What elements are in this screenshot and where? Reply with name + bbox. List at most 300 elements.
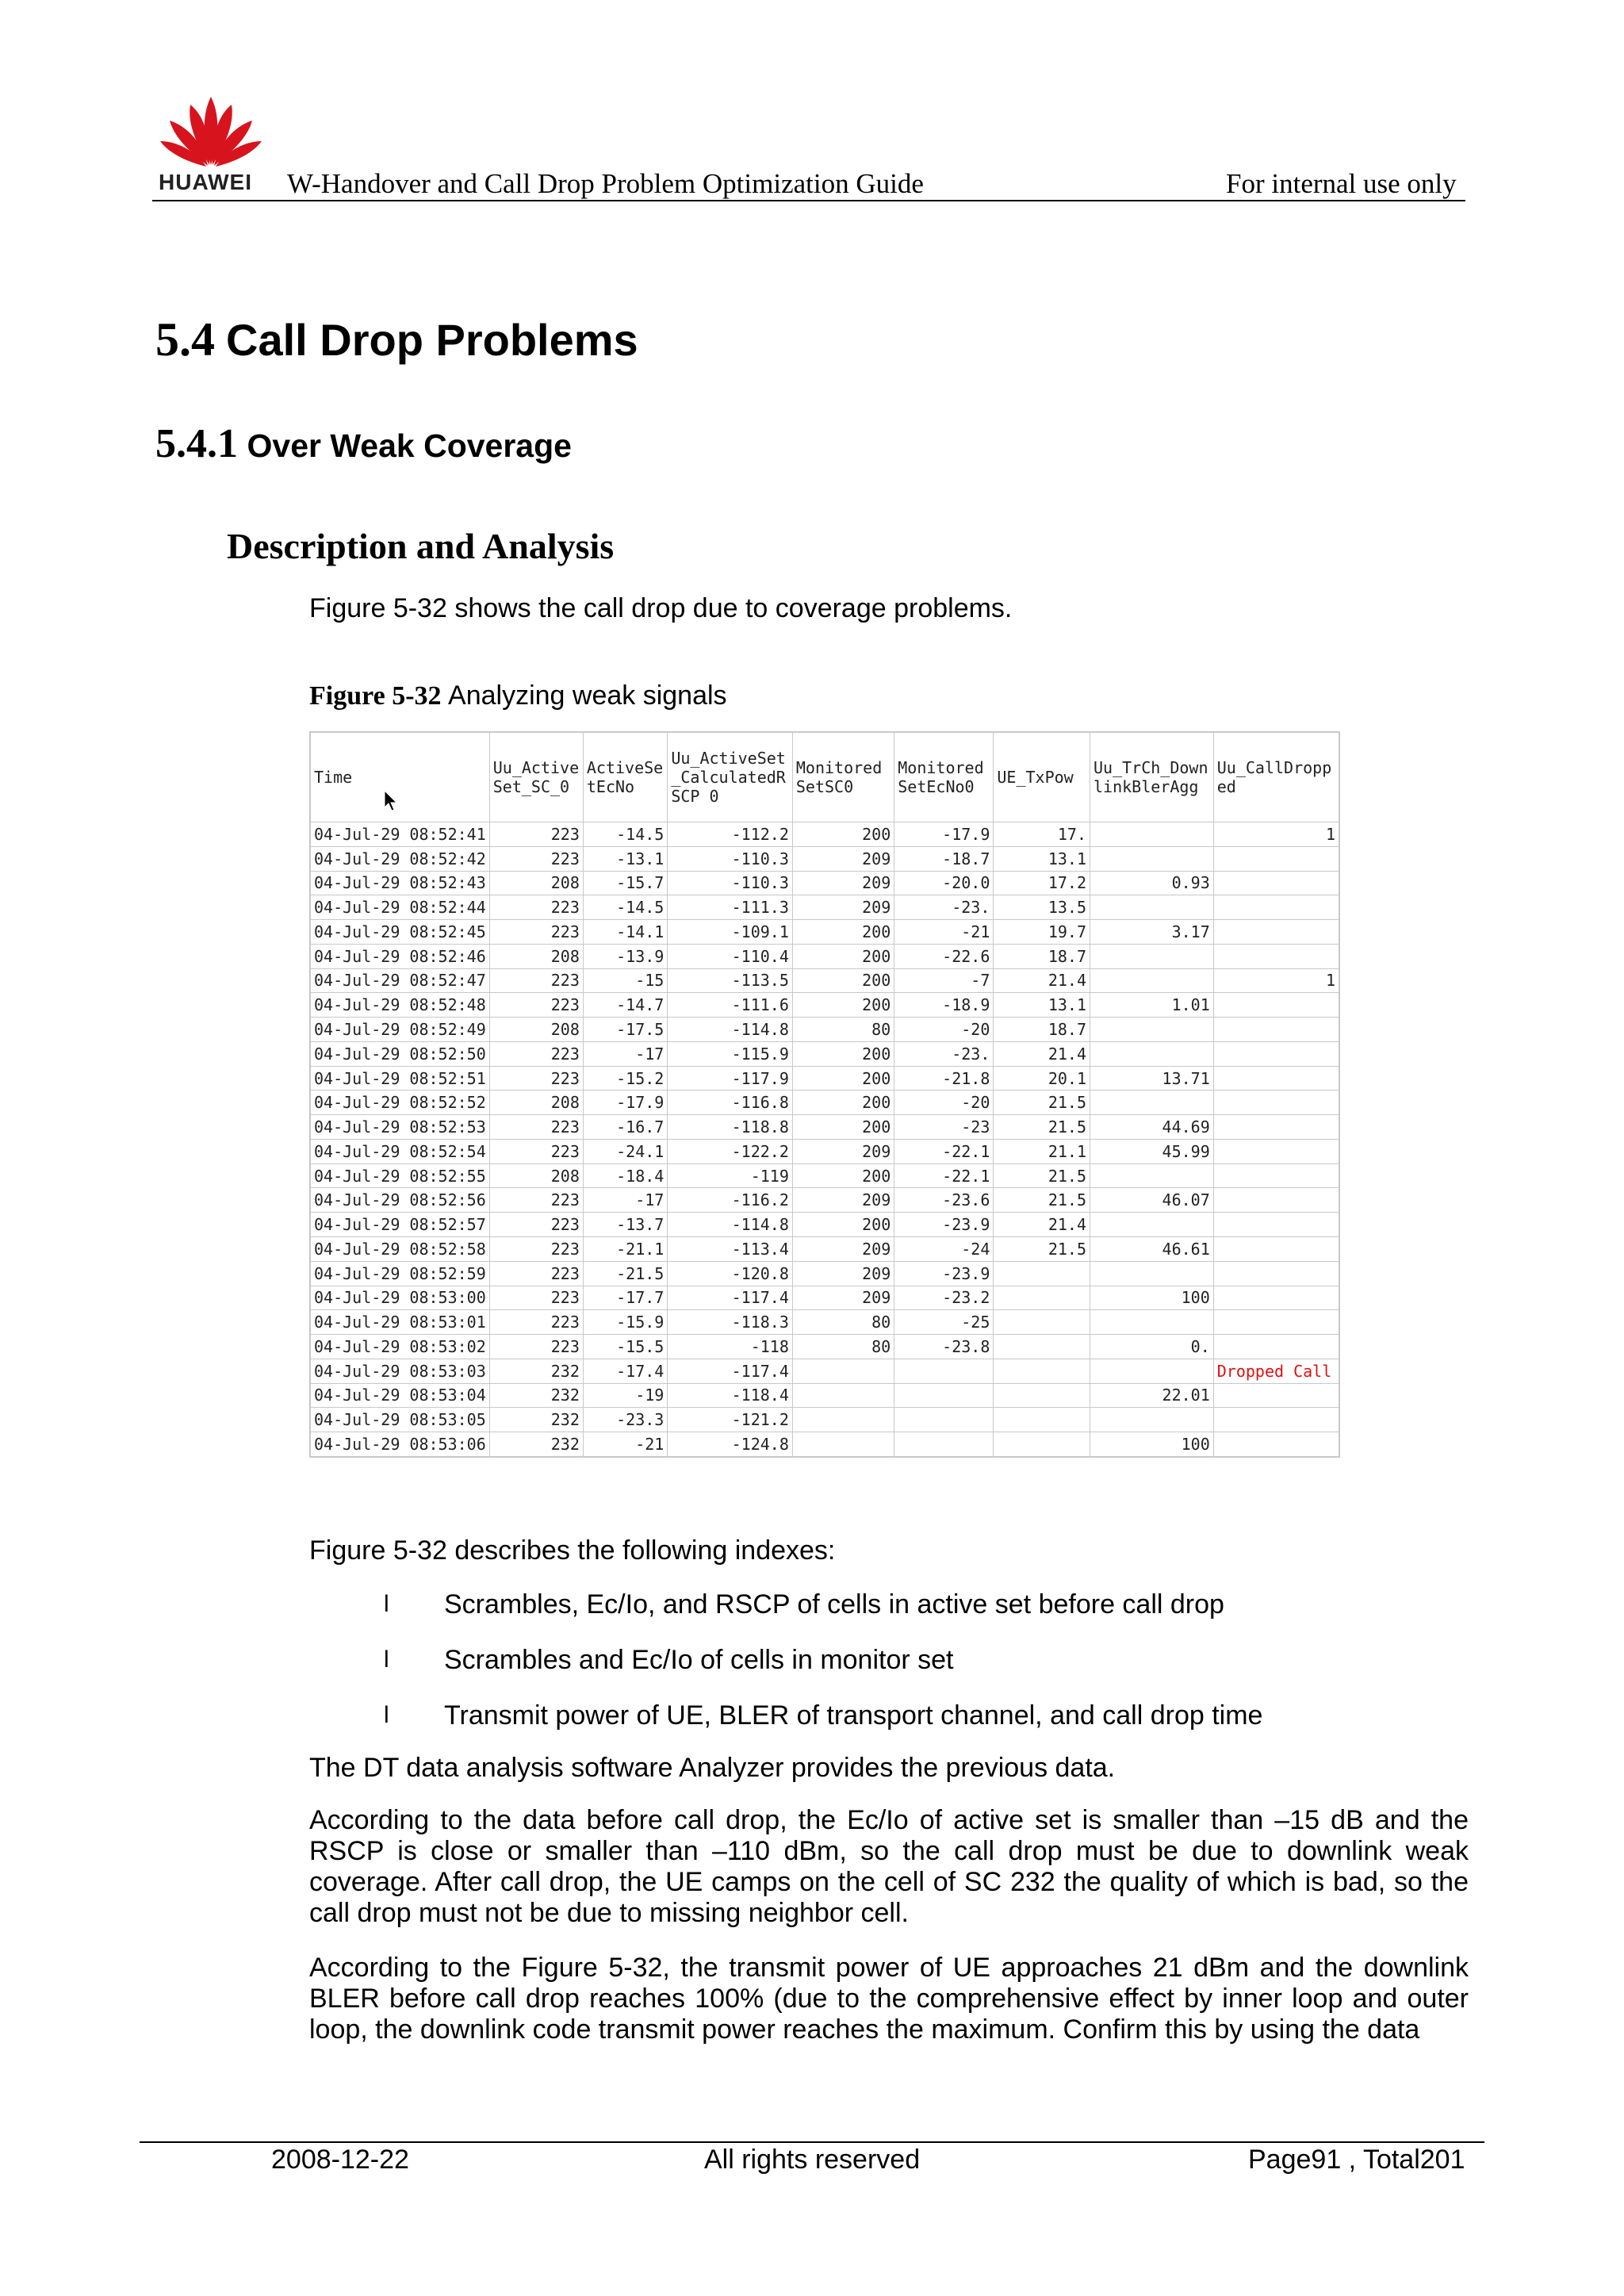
table-cell: -20 — [894, 1018, 994, 1042]
table-cell: -21.5 — [583, 1261, 667, 1286]
huawei-petals-icon — [155, 92, 266, 168]
table-cell: -112.2 — [668, 822, 793, 847]
table-cell: 04-Jul-29 08:52:48 — [310, 993, 489, 1018]
table-cell — [1213, 1163, 1339, 1188]
table-cell: 04-Jul-29 08:52:57 — [310, 1213, 489, 1237]
table-cell: -122.2 — [668, 1139, 793, 1163]
table-row — [310, 895, 1339, 920]
table-cell: 223 — [489, 1213, 583, 1237]
table-cell: 200 — [792, 993, 894, 1018]
table-cell: 232 — [489, 1408, 583, 1432]
table-cell: 3.17 — [1090, 920, 1214, 945]
table-cell: 208 — [489, 871, 583, 895]
table-cell — [1213, 1335, 1339, 1359]
table-cell: -7 — [894, 968, 994, 993]
table-cell — [894, 1383, 994, 1408]
table-row — [310, 822, 1339, 847]
table-row — [310, 968, 1339, 993]
table-cell — [1090, 1310, 1214, 1335]
table-cell: -23. — [894, 1041, 994, 1066]
table-cell: 200 — [792, 1213, 894, 1237]
table-cell: 21.5 — [994, 1237, 1090, 1262]
table-row — [310, 1310, 1339, 1335]
table-cell: -17 — [583, 1041, 667, 1066]
table-cell — [1090, 822, 1214, 847]
table-row — [310, 1163, 1339, 1188]
table-cell — [1090, 1163, 1214, 1188]
table-cell — [792, 1408, 894, 1432]
table-cell: -17.5 — [583, 1018, 667, 1042]
table-cell: -110.3 — [668, 871, 793, 895]
table-cell: 223 — [489, 1139, 583, 1163]
paragraph: The DT data analysis software Analyzer provides the previous data. — [309, 1753, 1116, 1783]
table-cell: -17.9 — [894, 822, 994, 847]
bullet-item: Transmit power of UE, BLER of transport channel, and call drop time — [444, 1700, 1263, 1731]
table-cell: -113.5 — [668, 968, 793, 993]
table-cell — [1213, 1115, 1339, 1140]
table-cell: 1 — [1213, 968, 1339, 993]
table-cell: 04-Jul-29 08:52:44 — [310, 895, 489, 920]
table-cell: 04-Jul-29 08:52:52 — [310, 1091, 489, 1115]
table-cell — [1213, 944, 1339, 968]
table-cell — [994, 1432, 1090, 1457]
table-cell: -24 — [894, 1237, 994, 1262]
table-cell: 13.1 — [994, 993, 1090, 1018]
table-cell — [1090, 1018, 1214, 1042]
table-cell: 21.5 — [994, 1188, 1090, 1213]
table-cell: 100 — [1090, 1286, 1214, 1310]
table-cell — [792, 1383, 894, 1408]
table-cell: 04-Jul-29 08:52:58 — [310, 1237, 489, 1262]
table-cell: -109.1 — [668, 920, 793, 945]
table-cell: -16.7 — [583, 1115, 667, 1140]
table-cell — [894, 1432, 994, 1457]
table-cell: 17. — [994, 822, 1090, 847]
table-cell — [1213, 1286, 1339, 1310]
table-cell: 223 — [489, 1115, 583, 1140]
table-cell: 04-Jul-29 08:52:55 — [310, 1163, 489, 1188]
bullet-mark: l — [384, 1591, 389, 1617]
table-cell: -15.2 — [583, 1066, 667, 1091]
table-row — [310, 1115, 1339, 1140]
table-cell: 80 — [792, 1310, 894, 1335]
table-cell: 200 — [792, 822, 894, 847]
table-cell: -15.7 — [583, 871, 667, 895]
table-cell: -20 — [894, 1091, 994, 1115]
table-cell: -117.9 — [668, 1066, 793, 1091]
table-cell — [1213, 895, 1339, 920]
table-row — [310, 1359, 1339, 1383]
table-row — [310, 1335, 1339, 1359]
table-cell: 04-Jul-29 08:52:47 — [310, 968, 489, 993]
table-cell — [994, 1383, 1090, 1408]
table-row — [310, 1432, 1339, 1457]
table-cell: -24.1 — [583, 1139, 667, 1163]
table-row — [310, 1188, 1339, 1213]
table-cell: 0.93 — [1090, 871, 1214, 895]
table-cell — [1213, 1139, 1339, 1163]
table-cell: -17.9 — [583, 1091, 667, 1115]
table-cell: -110.3 — [668, 846, 793, 871]
table-cell — [1213, 1066, 1339, 1091]
table-row — [310, 1091, 1339, 1115]
table-cell: 223 — [489, 1310, 583, 1335]
table-row — [310, 846, 1339, 871]
table-cell: 21.1 — [994, 1139, 1090, 1163]
table-cell: -118.4 — [668, 1383, 793, 1408]
table-cell: 223 — [489, 920, 583, 945]
table-cell: 04-Jul-29 08:52:41 — [310, 822, 489, 847]
bullet-item: Scrambles, Ec/Io, and RSCP of cells in active set before call drop — [444, 1589, 1224, 1619]
table-row — [310, 871, 1339, 895]
table-cell: -21 — [894, 920, 994, 945]
table-row — [310, 1139, 1339, 1163]
table-cell: -19 — [583, 1383, 667, 1408]
logo-text: HUAWEI — [159, 170, 252, 194]
table-column-header: Uu_TrCh_DownlinkBlerAgg — [1090, 732, 1214, 822]
table-cell: 04-Jul-29 08:53:00 — [310, 1286, 489, 1310]
table-cell: 232 — [489, 1432, 583, 1457]
table-cell: -110.4 — [668, 944, 793, 968]
table-cell: 200 — [792, 1163, 894, 1188]
table-cell: 04-Jul-29 08:52:45 — [310, 920, 489, 945]
table-column-header: MonitoredSetSC0 — [792, 732, 894, 822]
table-cell: 04-Jul-29 08:52:54 — [310, 1139, 489, 1163]
table-cell — [792, 1359, 894, 1383]
table-cell — [894, 1408, 994, 1432]
table-cell: -20.0 — [894, 871, 994, 895]
table-cell: 200 — [792, 1041, 894, 1066]
figure-label: Figure 5-32 — [309, 681, 442, 711]
table-cell: 20.1 — [994, 1066, 1090, 1091]
table-cell — [1090, 1359, 1214, 1383]
table-cell: 44.69 — [1090, 1115, 1214, 1140]
table-cell: -118.8 — [668, 1115, 793, 1140]
table-cell — [894, 1359, 994, 1383]
table-cell: -14.5 — [583, 822, 667, 847]
table-cell: 1 — [1213, 822, 1339, 847]
table-cell — [1213, 1018, 1339, 1042]
table-cell: 232 — [489, 1359, 583, 1383]
table-cell: 223 — [489, 968, 583, 993]
table-cell — [1213, 920, 1339, 945]
table-column-header: Uu_ActiveSet_SC_0 — [489, 732, 583, 822]
table-cell: -124.8 — [668, 1432, 793, 1457]
table-row — [310, 1408, 1339, 1432]
table-cell — [1090, 1213, 1214, 1237]
bullet-mark: l — [384, 1646, 389, 1673]
table-cell — [792, 1432, 894, 1457]
table-column-header: ActiveSetEcNo — [583, 732, 667, 822]
huawei-logo — [155, 92, 266, 195]
table-cell: -23 — [894, 1115, 994, 1140]
table-cell: 18.7 — [994, 944, 1090, 968]
table-cell: -117.4 — [668, 1286, 793, 1310]
table-cell: -18.4 — [583, 1163, 667, 1188]
table-row — [310, 920, 1339, 945]
table-cell: 04-Jul-29 08:52:50 — [310, 1041, 489, 1066]
table-cell: 200 — [792, 968, 894, 993]
table-cell: 209 — [792, 1139, 894, 1163]
table-cell — [1090, 968, 1214, 993]
subheading: Description and Analysis — [227, 526, 615, 566]
header-rule — [152, 200, 1465, 201]
table-cell — [1090, 846, 1214, 871]
table-cell: -22.1 — [894, 1163, 994, 1188]
table-cell: 208 — [489, 1091, 583, 1115]
table-cell: -17 — [583, 1188, 667, 1213]
table-cell: -18.9 — [894, 993, 994, 1018]
table-cell: 100 — [1090, 1432, 1214, 1457]
table-cell: -18.7 — [894, 846, 994, 871]
table-column-header: MonitoredSetEcNo0 — [894, 732, 994, 822]
table-cell: 21.5 — [994, 1163, 1090, 1188]
table-cell: 13.1 — [994, 846, 1090, 871]
table-cell — [994, 1261, 1090, 1286]
table-cell: 21.4 — [994, 968, 1090, 993]
table-cell: 04-Jul-29 08:52:43 — [310, 871, 489, 895]
table-cell — [994, 1359, 1090, 1383]
table-row — [310, 1383, 1339, 1408]
table-cell: -120.8 — [668, 1261, 793, 1286]
table-cell: 46.61 — [1090, 1237, 1214, 1262]
table-cell: 18.7 — [994, 1018, 1090, 1042]
table-cell: 200 — [792, 1091, 894, 1115]
table-cell: -13.1 — [583, 846, 667, 871]
table-cell: -111.3 — [668, 895, 793, 920]
table-row — [310, 993, 1339, 1018]
table-cell: 04-Jul-29 08:53:06 — [310, 1432, 489, 1457]
indexes-intro: Figure 5-32 describes the following indexes: — [309, 1535, 836, 1566]
table-cell: -23.9 — [894, 1261, 994, 1286]
table-cell — [1090, 1041, 1214, 1066]
table-cell: 223 — [489, 846, 583, 871]
table-cell — [1213, 871, 1339, 895]
table-cell: 04-Jul-29 08:53:01 — [310, 1310, 489, 1335]
table-row — [310, 1213, 1339, 1237]
table-cell: -119 — [668, 1163, 793, 1188]
table-column-header: UE_TxPow — [994, 732, 1090, 822]
table-column-header: Uu_CallDropped — [1213, 732, 1339, 822]
table-cell: -23.9 — [894, 1213, 994, 1237]
table-cell: 200 — [792, 1066, 894, 1091]
table-cell — [1213, 1408, 1339, 1432]
table-cell — [1090, 895, 1214, 920]
figure-data-table — [309, 731, 1340, 1458]
table-cell: 208 — [489, 944, 583, 968]
subsection-heading — [155, 420, 572, 467]
table-cell: 0. — [1090, 1335, 1214, 1359]
table-cell: -21.1 — [583, 1237, 667, 1262]
table-cell: 232 — [489, 1383, 583, 1408]
table-cell — [1213, 1310, 1339, 1335]
table-cell: -22.6 — [894, 944, 994, 968]
table-cell: 04-Jul-29 08:53:04 — [310, 1383, 489, 1408]
paragraph: According to the data before call drop, the Ec/Io of active set is smaller than –15 dB and the RSCP is close or smaller than –110 dBm, so the call drop must be due to downlink weak coverage. After call drop, the UE camps on the cell of SC 232 the quality of which is bad, so the call drop must not be due to missing neighbor cell. — [309, 1805, 1469, 1928]
table-cell: 04-Jul-29 08:53:02 — [310, 1335, 489, 1359]
table-cell: 17.2 — [994, 871, 1090, 895]
subsection-title: Over Weak Coverage — [247, 427, 572, 464]
table-cell: 04-Jul-29 08:53:03 — [310, 1359, 489, 1383]
table-cell: 223 — [489, 1041, 583, 1066]
table-cell: -23.8 — [894, 1335, 994, 1359]
table-cell: 208 — [489, 1018, 583, 1042]
table-cell: 223 — [489, 895, 583, 920]
table-cell — [1090, 944, 1214, 968]
table-cell: -23. — [894, 895, 994, 920]
bullet-item: Scrambles and Ec/Io of cells in monitor set — [444, 1645, 954, 1675]
table-cell: -17.7 — [583, 1286, 667, 1310]
table-cell: 209 — [792, 871, 894, 895]
table-cell: -22.1 — [894, 1139, 994, 1163]
table-cell: -116.8 — [668, 1091, 793, 1115]
table-cell: 80 — [792, 1018, 894, 1042]
table-cell: -121.2 — [668, 1408, 793, 1432]
table-cell: 200 — [792, 1115, 894, 1140]
table-cell: 223 — [489, 1261, 583, 1286]
table-cell: 223 — [489, 1286, 583, 1310]
table-cell: 80 — [792, 1335, 894, 1359]
table-cell: -15 — [583, 968, 667, 993]
table-cell: -14.1 — [583, 920, 667, 945]
table-cell: 200 — [792, 920, 894, 945]
bullet-mark: l — [384, 1702, 389, 1728]
table-cell: 223 — [489, 1188, 583, 1213]
table-cell: -25 — [894, 1310, 994, 1335]
table-cell — [1213, 1383, 1339, 1408]
table-cell: -15.5 — [583, 1335, 667, 1359]
table-cell: 209 — [792, 1237, 894, 1262]
table-cell — [1213, 1261, 1339, 1286]
figure-caption — [309, 680, 727, 711]
intro-paragraph: Figure 5-32 shows the call drop due to coverage problems. — [309, 593, 1013, 623]
table-cell — [994, 1286, 1090, 1310]
header-classification: For internal use only — [1226, 168, 1457, 199]
section-heading — [155, 312, 638, 367]
table-cell: 46.07 — [1090, 1188, 1214, 1213]
table-cell: 209 — [792, 1286, 894, 1310]
table-cell — [1213, 846, 1339, 871]
footer-rights: All rights reserved — [704, 2145, 921, 2175]
paragraph: According to the Figure 5-32, the transmit power of UE approaches 21 dBm and the downlink BLER before call drop reaches 100% (due to the comprehensive effect by inner loop and outer loop, the downlink code transmit power reaches the maximum. Confirm this by using the data — [309, 1953, 1469, 2045]
table-cell — [994, 1335, 1090, 1359]
table-cell: 04-Jul-29 08:52:56 — [310, 1188, 489, 1213]
table-cell: 208 — [489, 1163, 583, 1188]
table-cell — [1213, 993, 1339, 1018]
table-cell: -21 — [583, 1432, 667, 1457]
table-cell: -23.6 — [894, 1188, 994, 1213]
table-cell: 223 — [489, 822, 583, 847]
table-cell — [1213, 1213, 1339, 1237]
table-cell: 13.71 — [1090, 1066, 1214, 1091]
table-cell: 45.99 — [1090, 1139, 1214, 1163]
table-cell: -111.6 — [668, 993, 793, 1018]
table-cell: 200 — [792, 944, 894, 968]
table-cell: -21.8 — [894, 1066, 994, 1091]
table-row — [310, 1066, 1339, 1091]
table-cell: -114.8 — [668, 1018, 793, 1042]
table-cell: 04-Jul-29 08:52:49 — [310, 1018, 489, 1042]
table-row — [310, 1018, 1339, 1042]
table-cell: 04-Jul-29 08:52:42 — [310, 846, 489, 871]
table-cell: 209 — [792, 895, 894, 920]
table-cell: -115.9 — [668, 1041, 793, 1066]
table-row — [310, 1041, 1339, 1066]
section-number: 5.4 — [155, 313, 215, 366]
table-cell: -13.7 — [583, 1213, 667, 1237]
table-cell: 22.01 — [1090, 1383, 1214, 1408]
table-column-header: Uu_ActiveSet_CalculatedRSCP 0 — [668, 732, 793, 822]
table-cell: 223 — [489, 1335, 583, 1359]
table-cell: 04-Jul-29 08:52:53 — [310, 1115, 489, 1140]
table-cell: -114.8 — [668, 1213, 793, 1237]
section-title: Call Drop Problems — [226, 315, 638, 365]
table-cell: 21.5 — [994, 1091, 1090, 1115]
table-row — [310, 1286, 1339, 1310]
table-cell: 223 — [489, 1066, 583, 1091]
footer-date: 2008-12-22 — [271, 2145, 409, 2175]
table-cell: 209 — [792, 1261, 894, 1286]
footer-rule — [140, 2141, 1484, 2143]
figure-caption-text: Analyzing weak signals — [448, 680, 727, 711]
table-cell: 1.01 — [1090, 993, 1214, 1018]
table-row — [310, 944, 1339, 968]
table-cell: 21.4 — [994, 1041, 1090, 1066]
table-cell — [1213, 1091, 1339, 1115]
table-cell: 223 — [489, 1237, 583, 1262]
table-cell — [1090, 1408, 1214, 1432]
table-cell: -13.9 — [583, 944, 667, 968]
table-cell: -117.4 — [668, 1359, 793, 1383]
table-header-row — [310, 732, 1339, 822]
table-cell: -14.7 — [583, 993, 667, 1018]
table-cell: 209 — [792, 1188, 894, 1213]
table-cell: -23.3 — [583, 1408, 667, 1432]
table-cell: -116.2 — [668, 1188, 793, 1213]
header-title: W-Handover and Call Drop Problem Optimization Guide — [287, 168, 924, 199]
table-cell: -113.4 — [668, 1237, 793, 1262]
table-cell — [1213, 1237, 1339, 1262]
subsection-number: 5.4.1 — [155, 421, 238, 466]
table-cell — [1090, 1091, 1214, 1115]
table-cell — [994, 1310, 1090, 1335]
table-cell: -15.9 — [583, 1310, 667, 1335]
table-cell: 21.5 — [994, 1115, 1090, 1140]
dropped-call-label: Dropped Call — [1213, 1359, 1339, 1383]
table-cell: -118 — [668, 1335, 793, 1359]
table-cell: 13.5 — [994, 895, 1090, 920]
table-cell: 19.7 — [994, 920, 1090, 945]
table-cell: -118.3 — [668, 1310, 793, 1335]
table-cell: -17.4 — [583, 1359, 667, 1383]
table-cell: 04-Jul-29 08:53:05 — [310, 1408, 489, 1432]
table-cell: 209 — [792, 846, 894, 871]
table-cell — [1213, 1041, 1339, 1066]
table-column-header: Time — [310, 732, 489, 822]
table-cell: 04-Jul-29 08:52:46 — [310, 944, 489, 968]
table-cell: 223 — [489, 993, 583, 1018]
table-row — [310, 1237, 1339, 1262]
table-cell: -14.5 — [583, 895, 667, 920]
cursor-icon — [384, 790, 398, 812]
table-cell: -23.2 — [894, 1286, 994, 1310]
table-cell: 21.4 — [994, 1213, 1090, 1237]
table-cell — [1213, 1432, 1339, 1457]
footer-page: Page91 , Total201 — [1248, 2145, 1465, 2175]
table-cell — [994, 1408, 1090, 1432]
table-cell — [1090, 1261, 1214, 1286]
table-row — [310, 1261, 1339, 1286]
